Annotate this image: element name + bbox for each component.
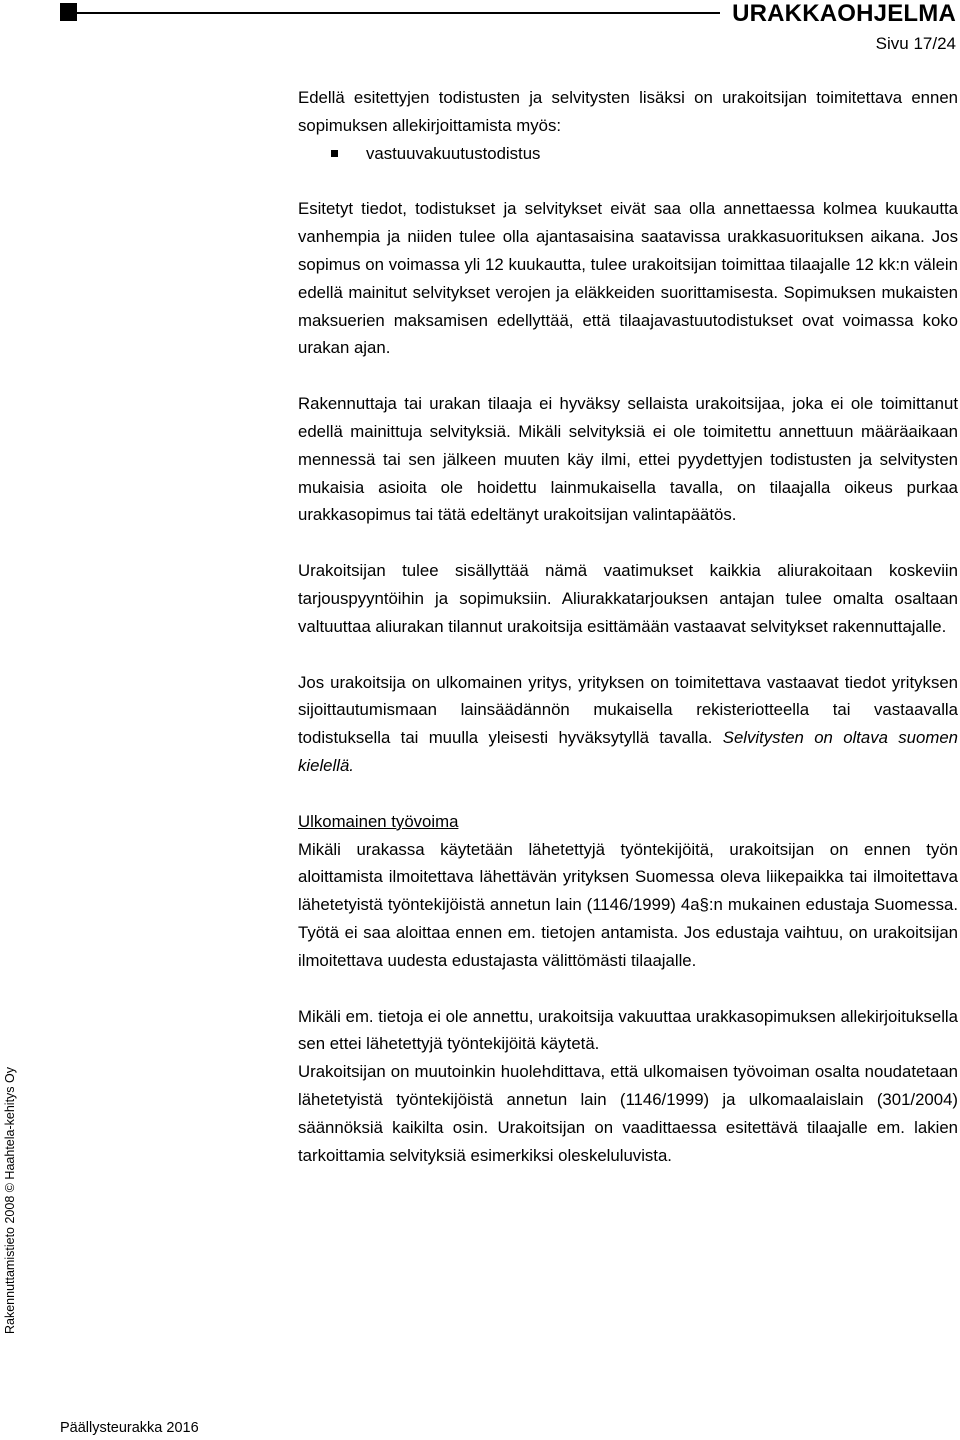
- language-requirement-text: Selvitysten on oltava suomen kielellä.: [298, 728, 958, 775]
- header-rule: [77, 12, 720, 14]
- list-item: [298, 140, 958, 168]
- paragraph-foreign-labour-compliance: Urakoitsijan on muutoinkin huolehdittava, että ulkomaisen työvoiman osalta noudatetaan lähetetyistä työntekijöistä annetun lain (1146/1999) ja ulkomaalaislain (301/2004) säännöksiä kaikilta osin. Urakoitsijan on vaadittaessa esitettävä tilaajalle em. lakien tarkoittamia selvityksiä esimerkiksi oleskeluluvista.: [298, 1062, 958, 1165]
- header-square-mark: [60, 3, 77, 21]
- paragraph-validity: Esitetyt tiedot, todistukset ja selvitykset eivät saa olla annettaessa kolmea kuukautta vanhempia ja niiden tulee olla ajantasaisina saatavissa urakkasuorituksen aikana. Jos sopimus on voimassa yli 12 kuukautta, tulee urakoitsijan toimittaa tilaajalle 12 kk:n välein edellä mainitut selvitykset verojen ja eläkkeiden suorittamisesta. Sopimuksen mukaisten maksuerien maksamisen edellyttää, että tilaajavastuutodistukset ovat voimassa koko urakan ajan.: [298, 199, 958, 358]
- paragraph-rejection: Rakennuttaja tai urakan tilaaja ei hyväksy sellaista urakoitsijaa, joka ei ole toimittanut edellä mainittuja selvityksiä. Mikäli selvityksiä ei ole toimitettu annettuun määräaikaan mennessä tai sen jälkeen muuten käy ilmi, ettei pyydettyjen todistusten ja selvitysten mukaisia asioita ole hoidettu lainmukaisella tavalla, on tilaajalla oikeus purkaa urakkasopimus tai tätä edeltänyt urakoitsijan valintapäätös.: [298, 394, 958, 525]
- square-bullet-icon: [331, 150, 338, 157]
- side-copyright: [0, 1067, 24, 1334]
- requirements-list: [298, 140, 958, 168]
- document-title: URAKKAOHJELMA: [732, 0, 956, 27]
- document-body: [298, 84, 958, 1169]
- paragraph-requirements-intro: Edellä esitettyjen todistusten ja selvitysten lisäksi on urakoitsijan toimitettava ennen sopimuksen allekirjoittamista myös:: [298, 88, 958, 135]
- side-copyright-text: Rakennuttamistieto 2008 © Haahtela-kehitys Oy: [3, 1067, 17, 1334]
- paragraph-posted-workers: Mikäli urakassa käytetään lähetettyjä työntekijöitä, urakoitsijan on ennen työn aloittamista ilmoitettava lähettävän yrityksen Suomessa oleva liikepaikka tai ilmoitettava lähetetyistä työntekijöistä annetun lain (1146/1999) 4a§:n mukainen edustaja Suomessa. Työtä ei saa aloittaa ennen em. tietojen antamista. Jos edustaja vaihtuu, on urakoitsijan ilmoitettava uudesta edustajasta välittömästi tilaajalle.: [298, 839, 958, 970]
- page-number: Sivu 17/24: [875, 34, 956, 53]
- paragraph-no-posted-workers: Mikäli em. tietoja ei ole annettu, urakoitsija vakuuttaa urakkasopimuksen allekirjoituksella sen ettei lähetettyjä työntekijöitä käytetä.: [298, 1006, 958, 1054]
- paragraph-foreign-company: [298, 669, 958, 780]
- paragraph-subcontractors: Urakoitsijan tulee sisällyttää nämä vaatimukset kaikkia aliurakoitaan koskeviin tarjouspyyntöihin ja sopimuksiin. Aliurakkatarjouksen antajan tulee omalta osaltaan valtuuttaa aliurakan tilannut urakoitsija esittämään vastaavat selvitykset rakennuttajalle.: [298, 561, 958, 636]
- section-heading-foreign-labour: Ulkomainen työvoima: [298, 811, 459, 831]
- foreign-company-text: Jos urakoitsija on ulkomainen yritys, yrityksen on toimitettava vastaavat tiedot yrityksen sijoittautumismaan lainsäädännön mukaisella rekisteriotteella tai vastaavalla todistuksella tai muulla yleisesti hyväksytyllä tavalla.: [298, 672, 958, 748]
- footer-document-name: Päällysteurakka 2016: [60, 1420, 199, 1436]
- list-item-text: vastuuvakuutustodistus: [366, 143, 541, 163]
